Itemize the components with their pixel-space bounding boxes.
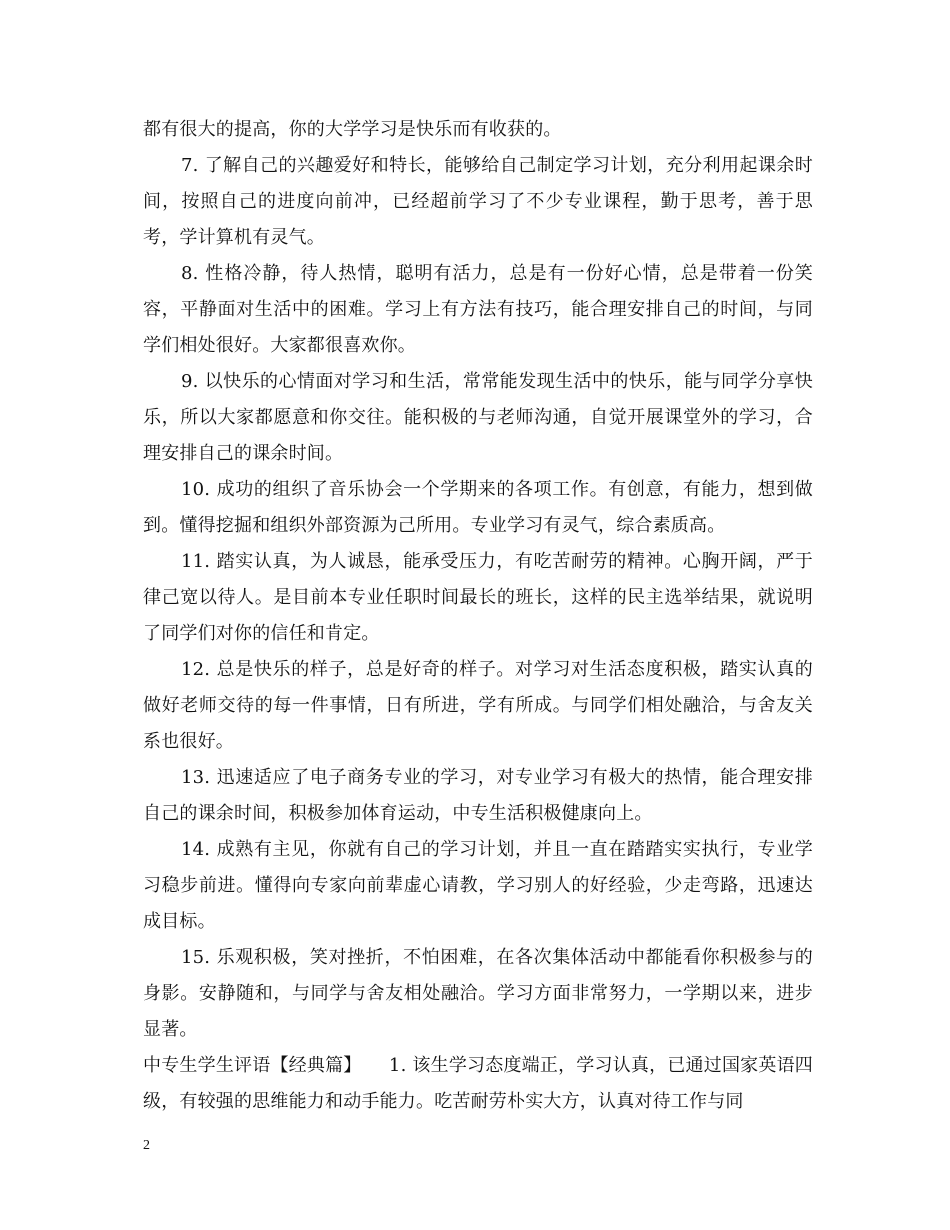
paragraph-item-11: 11. 踏实认真，为人诚恳，能承受压力，有吃苦耐劳的精神。心胸开阔，严于律己宽以待人。是目前本专业任职时间最长的班长，这样的民主选举结果，就说明了同学们对你的信任和肯定。 bbox=[143, 551, 813, 644]
document-body bbox=[143, 112, 813, 1120]
paragraph-continuation: 都有很大的提高，你的大学学习是快乐而有收获的。 bbox=[143, 119, 562, 140]
paragraph-item-8: 8. 性格冷静，待人热情，聪明有活力，总是有一份好心情，总是带着一份笑容，平静面对生活中的困难。学习上有方法有技巧，能合理安排自己的时间，与同学们相处很好。大家都很喜欢你。 bbox=[143, 263, 813, 356]
paragraph-item-13: 13. 迅速适应了电子商务专业的学习，对专业学习有极大的热情，能合理安排自己的课余时间，积极参加体育运动，中专生活积极健康向上。 bbox=[143, 767, 813, 824]
paragraph-item-12: 12. 总是快乐的样子，总是好奇的样子。对学习对生活态度积极，踏实认真的做好老师交待的每一件事情，日有所进，学有所成。与同学们相处融洽，与舍友关系也很好。 bbox=[143, 659, 813, 752]
paragraph-item-10: 10. 成功的组织了音乐协会一个学期来的各项工作。有创意，有能力，想到做到。懂得挖掘和组织外部资源为己所用。专业学习有灵气，综合素质高。 bbox=[143, 479, 813, 536]
page-number: 2 bbox=[143, 1138, 150, 1153]
paragraph-item-14: 14. 成熟有主见，你就有自己的学习计划，并且一直在踏踏实实执行，专业学习稳步前进。懂得向专家向前辈虚心请教，学习别人的好经验，少走弯路，迅速达成目标。 bbox=[143, 839, 813, 932]
paragraph-item-7: 7. 了解自己的兴趣爱好和特长，能够给自己制定学习计划，充分利用起课余时间，按照自己的进度向前冲，已经超前学习了不少专业课程，勤于思考，善于思考，学计算机有灵气。 bbox=[143, 155, 813, 248]
paragraph-item-15: 15. 乐观积极，笑对挫折，不怕困难，在各次集体活动中都能看你积极参与的身影。安静随和，与同学与舍友相处融洽。学习方面非常努力，一学期以来，进步显著。 bbox=[143, 947, 813, 1040]
section-heading-paragraph: 中专生学生评语【经典篇】 1. 该生学习态度端正，学习认真，已通过国家英语四级，有较强的思维能力和动手能力。吃苦耐劳朴实大方，认真对待工作与同 bbox=[143, 1055, 813, 1112]
paragraph-item-9: 9. 以快乐的心情面对学习和生活，常常能发现生活中的快乐，能与同学分享快乐，所以大家都愿意和你交往。能积极的与老师沟通，自觉开展课堂外的学习，合理安排自己的课余时间。 bbox=[143, 371, 813, 464]
